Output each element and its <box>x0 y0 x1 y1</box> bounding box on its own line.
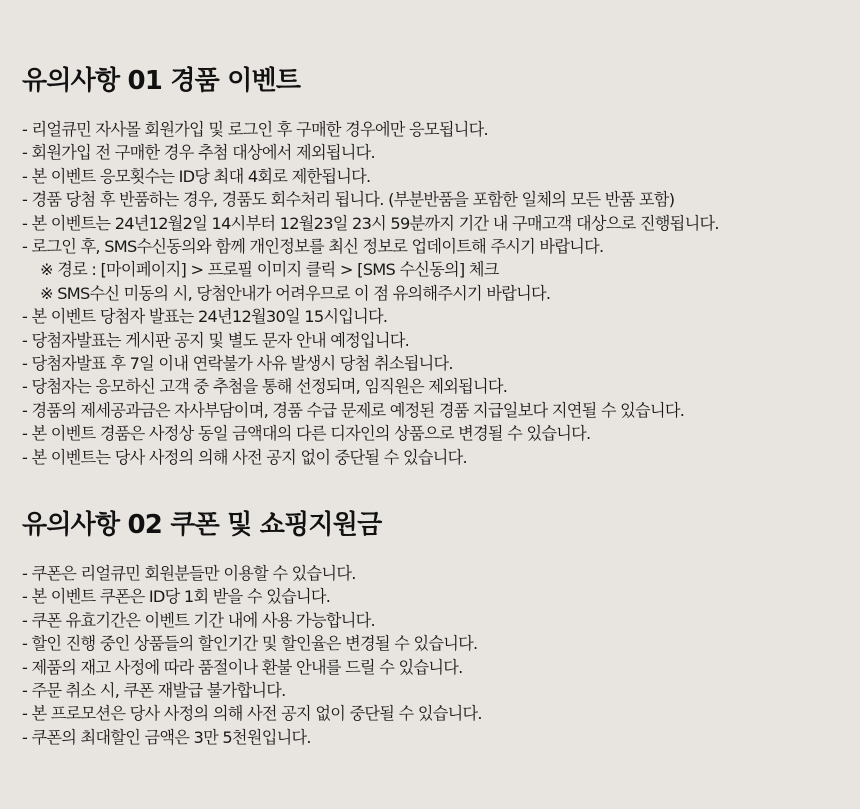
notice-item: - 쿠폰의 최대할인 금액은 3만 5천원입니다. <box>22 727 311 747</box>
coupon-notice-section <box>22 508 850 749</box>
notice-item: - 당첨자발표 후 7일 이내 연락불가 사유 발생시 당첨 취소됩니다. <box>22 354 453 374</box>
notice-item: - 제품의 재고 사정에 따라 품절이나 환불 안내를 드릴 수 있습니다. <box>22 657 463 677</box>
notice-item: - 본 이벤트는 24년12월2일 14시부터 12월23일 23시 59분까지 기간 내 구매고객 대상으로 진행됩니다. <box>22 213 719 233</box>
notice-item: - 본 이벤트는 당사 사정의 의해 사전 공지 없이 중단될 수 있습니다. <box>22 447 467 467</box>
notice-item: - 본 이벤트 당첨자 발표는 24년12월30일 15시입니다. <box>22 307 388 327</box>
notice-item: - 당첨자는 응모하신 고객 중 추첨을 통해 선정되며, 임직원은 제외됩니다. <box>22 377 508 397</box>
notice-item: - 경품 당첨 후 반품하는 경우, 경품도 회수처리 됩니다. (부분반품을 포함한 일체의 모든 반품 포함) <box>22 190 675 210</box>
notice-item: - 리얼큐민 자사몰 회원가입 및 로그인 후 구매한 경우에만 응모됩니다. <box>22 120 488 139</box>
coupon-notice-list <box>22 562 850 749</box>
notice-item: - 로그인 후, SMS수신동의와 함께 개인정보를 최신 정보로 업데이트해 주시기 바랍니다. <box>22 237 604 257</box>
coupon-notice-title: 유의사항 02 쿠폰 및 쇼핑지원금 <box>22 510 382 540</box>
notice-item: - 본 프로모션은 당사 사정의 의해 사전 공지 없이 중단될 수 있습니다. <box>22 704 482 724</box>
notice-item: - 주문 취소 시, 쿠폰 재발급 불가합니다. <box>22 681 286 701</box>
notice-item: - 경품의 제세공과금은 자사부담이며, 경품 수급 문제로 예정된 경품 지급일보다 지연될 수 있습니다. <box>22 400 685 420</box>
event-notice-section <box>22 64 850 469</box>
notice-item: - 할인 진행 중인 상품들의 할인기간 및 할인율은 변경될 수 있습니다. <box>22 634 478 654</box>
notice-sub-item: ※ SMS수신 미동의 시, 당첨안내가 어려우므로 이 점 유의해주시기 바랍니다. <box>40 283 551 303</box>
notice-item: - 회원가입 전 구매한 경우 추첨 대상에서 제외됩니다. <box>22 143 375 163</box>
notice-item: - 본 이벤트 응모횟수는 ID당 최대 4회로 제한됩니다. <box>22 166 371 186</box>
notice-sub-item: ※ 경로 : [마이페이지] > 프로필 이미지 클릭 > [SMS 수신동의] 체크 <box>40 260 499 280</box>
event-notice-title: 유의사항 01 경품 이벤트 <box>22 66 301 96</box>
notice-item: - 본 이벤트 쿠폰은 ID당 1회 받을 수 있습니다. <box>22 587 331 607</box>
notice-item: - 본 이벤트 경품은 사정상 동일 금액대의 다른 디자인의 상품으로 변경될 수 있습니다. <box>22 424 591 444</box>
notice-item: - 당첨자발표는 게시판 공지 및 별도 문자 안내 예정입니다. <box>22 330 410 350</box>
event-notice-list <box>22 118 850 469</box>
notice-item: - 쿠폰 유효기간은 이벤트 기간 내에 사용 가능합니다. <box>22 610 375 630</box>
notice-item: - 쿠폰은 리얼큐민 회원분들만 이용할 수 있습니다. <box>22 564 356 583</box>
